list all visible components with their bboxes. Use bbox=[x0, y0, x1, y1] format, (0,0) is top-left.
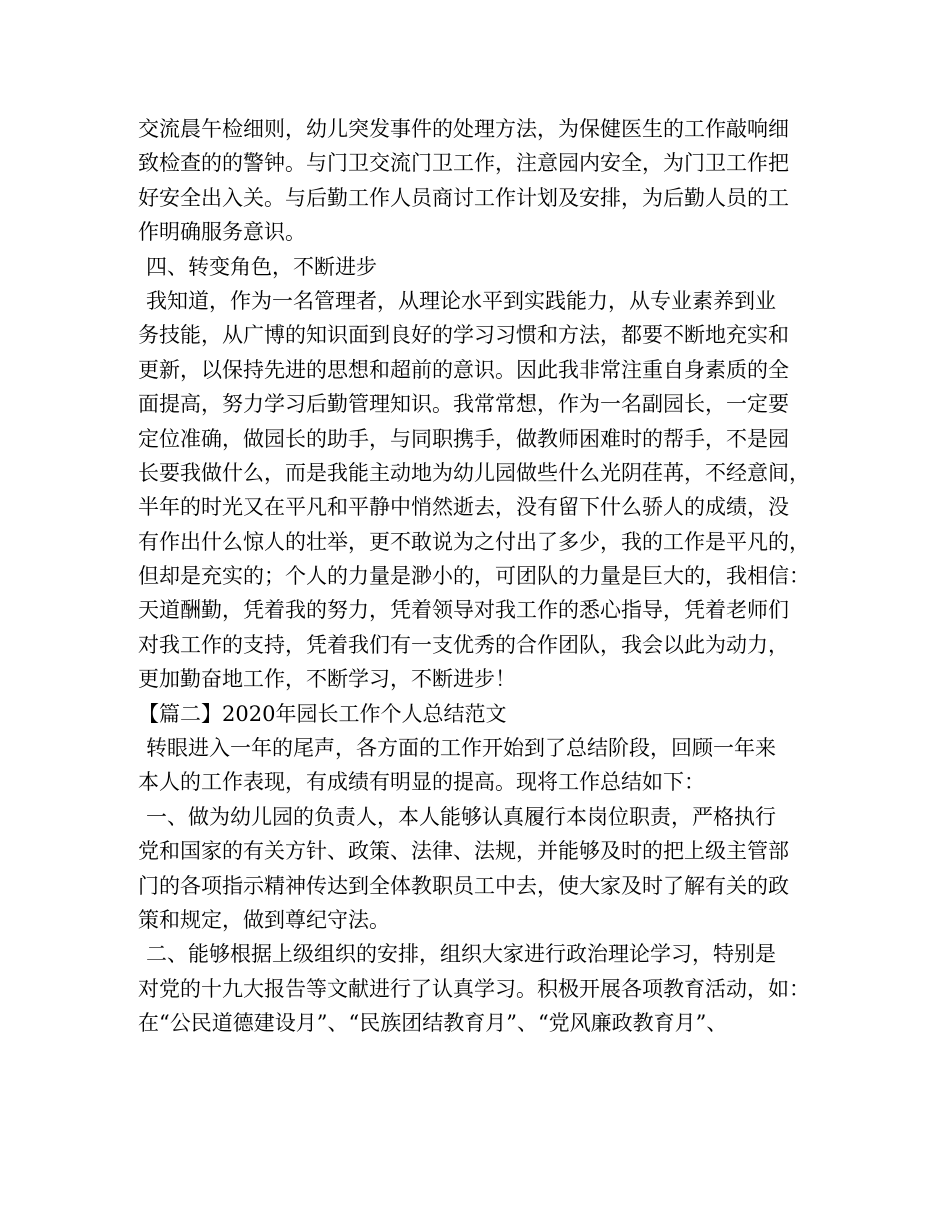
text-line: 致检查的的警钟。与门卫交流门卫工作，注意园内安全，为门卫工作把 bbox=[138, 151, 789, 176]
text-line: 更加勤奋地工作，不断学习，不断进步！ bbox=[138, 667, 516, 692]
text-line: 天道酬勤，凭着我的努力，凭着领导对我工作的悉心指导，凭着老师们 bbox=[138, 598, 789, 623]
text-line: 策和规定，做到尊纪守法。 bbox=[138, 907, 390, 932]
text-line: 门的各项指示精神传达到全体教职员工中去，使大家及时了解有关的政 bbox=[138, 873, 789, 898]
text-line: 更新，以保持先进的思想和超前的意识。因此我非常注重自身素质的全 bbox=[138, 357, 789, 382]
text-line: 定位准确，做园长的助手，与同职携手，做教师困难时的帮手，不是园 bbox=[138, 426, 789, 451]
text-line: 好安全出入关。与后勤工作人员商讨工作计划及安排，为后勤人员的工 bbox=[138, 185, 789, 210]
text-line: 但却是充实的；个人的力量是渺小的，可团队的力量是巨大的，我相信： bbox=[138, 564, 810, 589]
section-heading: 【篇二】2020年园长工作个人总结范文 bbox=[138, 701, 507, 726]
section-heading: 四、转变角色，不断进步 bbox=[146, 254, 377, 279]
text-line: 对我工作的支持，凭着我们有一支优秀的合作团队，我会以此为动力， bbox=[138, 632, 789, 657]
text-line: 在“公民道德建设月”、“民族团结教育月”、“党风廉政教育月”、 bbox=[138, 1011, 728, 1036]
text-line: 面提高，努力学习后勤管理知识。我常常想，作为一名副园长，一定要 bbox=[138, 392, 789, 417]
text-line: 转眼进入一年的尾声，各方面的工作开始到了总结阶段，回顾一年来 bbox=[146, 736, 776, 761]
text-line: 务技能，从广博的知识面到良好的学习习惯和方法，都要不断地充实和 bbox=[138, 323, 789, 348]
text-line: 长要我做什么，而是我能主动地为幼儿园做些什么光阴荏苒，不经意间， bbox=[138, 460, 810, 485]
text-line: 对党的十九大报告等文献进行了认真学习。积极开展各项教育活动，如： bbox=[138, 976, 810, 1001]
text-line: 我知道，作为一名管理者，从理论水平到实践能力，从专业素养到业 bbox=[146, 288, 776, 313]
text-line: 一、做为幼儿园的负责人，本人能够认真履行本岗位职责，严格执行 bbox=[146, 804, 776, 829]
text-line: 二、能够根据上级组织的安排，组织大家进行政治理论学习，特别是 bbox=[146, 942, 776, 967]
text-line: 交流晨午检细则，幼儿突发事件的处理方法，为保健医生的工作敲响细 bbox=[138, 117, 789, 141]
body-text bbox=[138, 112, 828, 1041]
text-line: 有作出什么惊人的壮举，更不敢说为之付出了多少，我的工作是平凡的， bbox=[138, 529, 810, 554]
text-line: 党和国家的有关方针、政策、法律、法规，并能够及时的把上级主管部 bbox=[138, 839, 789, 864]
text-line: 本人的工作表现，有成绩有明显的提高。现将工作总结如下： bbox=[138, 770, 705, 795]
text-line: 作明确服务意识。 bbox=[138, 220, 306, 245]
text-line: 半年的时光又在平凡和平静中悄然逝去，没有留下什么骄人的成绩，没 bbox=[138, 495, 789, 520]
